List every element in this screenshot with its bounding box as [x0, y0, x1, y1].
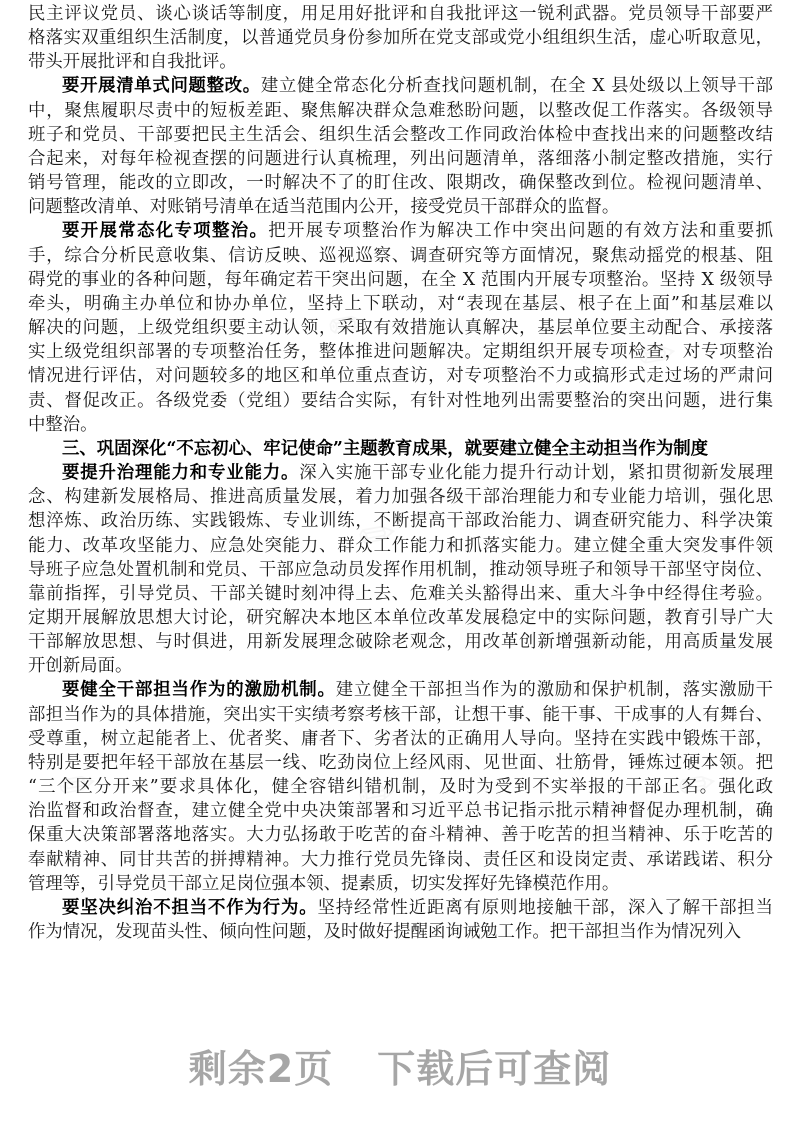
paragraph-line	[28, 268, 773, 292]
line-text: 中整治。	[28, 414, 98, 435]
paragraph-first-line	[62, 219, 773, 243]
line-text: 问题整改清单、对账销号清单在适当范围内公开，接受党员干部群众的监督。	[28, 197, 620, 218]
download-prompt[interactable]	[0, 1038, 800, 1093]
line-text: 部担当作为的具体措施，突出实干实绩考察考核干部，让想干事、能干事、干成事的人有舞台、	[28, 704, 773, 725]
line-text: 保重大决策部署落地落实。大力弘扬敢于吃苦的奋斗精神、善于吃苦的担当精神、乐于吃苦的	[28, 825, 773, 846]
paragraph-line	[28, 50, 773, 74]
line-text: 定期开展解放思想大讨论，研究解决本地区本单位改革发展稳定中的实际问题，教育引导广大	[28, 608, 773, 628]
line-text: 碍党的事业的各种问题，每年确定若干突出问题，在全 X 范围内开展专项整治。坚持 X 级领导	[28, 269, 773, 290]
line-text: 作为情况，发现苗头性、倾向性问题，及时做好提醒函询诫勉工作。把干部担当作为情况列入	[28, 922, 742, 943]
line-text: 民主评议党员、谈心谈话等制度，用足用好批评和自我批评这一锐利武器。党员领导干部要严	[28, 4, 773, 24]
paragraph-line	[28, 171, 773, 195]
line-text: 导班子应急处置机制和党员、干部应急动员发挥作用机制，推动领导班子和领导干部坚守岗位、	[28, 559, 773, 580]
line-text: 念、构建新发展格局、推进高质量发展，着力加强各级干部治理能力和专业能力培训，强化思	[28, 487, 773, 508]
paragraph-lead: 要健全干部担当作为的激励机制。	[62, 680, 336, 701]
paragraph-first-line	[62, 678, 773, 702]
line-text: 能力、改革攻坚能力、应急处突能力、群众工作能力和抓落实能力。建立健全重大突发事件领	[28, 535, 773, 556]
remaining-pages-text[interactable]: 剩余2页	[188, 1047, 334, 1091]
line-text: 中，聚焦履职尽责中的短板差距、聚焦解决群众急难愁盼问题，以整改促工作落实。各级领导	[28, 100, 773, 121]
paragraph-line	[28, 751, 773, 775]
paragraph-line	[28, 654, 773, 678]
paragraph-line	[28, 244, 773, 268]
paragraph-line	[28, 558, 773, 582]
section-heading	[62, 437, 773, 461]
line-text: 治监督和政治督查，建立健全党中央决策部署和习近平总书记指示批示精神督促办理机制，确	[28, 801, 773, 822]
line-text: 受尊重，树立起能者上、优者奖、庸者下、劣者汰的正确用人导向。坚持在实践中锻炼干部，	[28, 728, 773, 749]
paragraph-first-line	[62, 461, 773, 485]
paragraph-line	[28, 630, 773, 654]
line-text: 建立健全常态化分析查找问题机制，在全 X 县处级以上领导干部	[260, 76, 773, 97]
line-text: 解决的问题，上级党组织要主动认领，采取有效措施认真解决，基层单位要主动配合、承接落	[28, 318, 773, 339]
line-text: 把开展专项整治作为解决工作中突出问题的有效方法和重要抓	[268, 221, 773, 242]
paragraph-line	[28, 606, 773, 630]
paragraph-line	[28, 2, 773, 26]
paragraph-line	[28, 389, 773, 413]
line-text: 特别是要把年轻干部放在基层一线、吃劲岗位上经风雨、见世面、壮筋骨，锤炼过硬本领。把	[28, 752, 773, 773]
line-text: 格落实双重组织生活制度，以普通党员身份参加所在党支部或党小组组织生活，虚心听取意见，	[28, 28, 773, 49]
paragraph-lead: 要坚决纠治不担当不作为行为。	[62, 897, 318, 918]
line-text: 销号管理，能改的立即改，一时解决不了的盯住改、限期改，确保整改到位。检视问题清单、	[28, 173, 773, 194]
line-text: 干部解放思想、与时俱进，用新发展理念破除老观念，用改革创新增强新动能，用高质量发展	[28, 632, 773, 653]
line-text: 坚持经常性近距离有原则地接触干部，深入了解干部担当	[317, 897, 773, 918]
paragraph-line	[28, 195, 773, 219]
paragraph-line	[28, 364, 773, 388]
paragraph-line	[28, 292, 773, 316]
line-text: 牵头，明确主办单位和协办单位，坚持上下联动，对“表现在基层、根子在上面”和基层难以	[28, 293, 773, 314]
paragraph-line	[28, 413, 773, 437]
paragraph-first-line	[62, 896, 773, 920]
paragraph-line	[28, 799, 773, 823]
paragraph-line	[28, 26, 773, 50]
paragraph-line	[28, 703, 773, 727]
line-text: 情况进行评估，对问题较多的地区和单位重点查访，对专项整治不力或搞形式走过场的严肃问	[28, 366, 773, 387]
line-text: 建立健全干部担当作为的激励和保护机制，落实激励干	[335, 680, 773, 701]
paragraph-lead: 要开展清单式问题整改。	[62, 76, 261, 97]
paragraph-lead: 要提升治理能力和专业能力。	[62, 463, 300, 484]
line-text: 深入实施干部专业化能力提升行动计划，紧扣贯彻新发展理	[299, 463, 773, 484]
line-text: “三个区分开来”要求具体化，健全容错纠错机制，及时为受到不实举报的干部正名。强化政	[28, 777, 773, 798]
line-text: 责、督促改正。各级党委（党组）要结合实际，有针对性地列出需要整治的突出问题，进行集	[28, 390, 773, 411]
line-text: 想淬炼、政治历练、实践锻炼、专业训练，不断提高干部政治能力、调查研究能力、科学决策	[28, 511, 773, 532]
line-text: 管理等，引导党员干部立足岗位强本领、提素质，切实发挥好先锋模范作用。	[28, 873, 620, 894]
paragraph-first-line	[62, 74, 773, 98]
paragraph-line	[28, 823, 773, 847]
paragraph-line	[28, 99, 773, 123]
heading-text: 三、巩固深化“不忘初心、牢记使命”主题教育成果，就要建立健全主动担当作为制度	[62, 438, 709, 459]
paragraph-line	[28, 848, 773, 872]
line-text: 靠前指挥，引导党员、干部关键时刻冲得上去、危难关头豁得出来、重大斗争中经得住考验。	[28, 583, 773, 604]
paragraph-line	[28, 534, 773, 558]
paragraph-line	[28, 872, 773, 896]
line-text: 带头开展批评和自我批评。	[28, 52, 237, 73]
paragraph-line	[28, 147, 773, 171]
paragraph-line	[28, 727, 773, 751]
download-to-view-text[interactable]: 下载后可查阅	[377, 1047, 612, 1091]
line-text: 班子和党员、干部要把民主生活会、组织生活会整改工作同政治体检中查找出来的问题整改结	[28, 124, 773, 145]
paragraph-line	[28, 485, 773, 509]
paragraph-line	[28, 123, 773, 147]
line-text: 奉献精神、同甘共苦的拼搏精神。大力推行党员先锋岗、责任区和设岗定责、承诺践诺、积分	[28, 849, 773, 870]
paragraph-line	[28, 340, 773, 364]
paragraph-line	[28, 509, 773, 533]
line-text: 合起来，对每年检视查摆的问题进行认真梳理，列出问题清单，落细落小制定整改措施，实行	[28, 148, 773, 169]
paragraph-line	[28, 775, 773, 799]
paragraph-line	[28, 316, 773, 340]
paragraph-line	[28, 920, 773, 944]
line-text: 手，综合分析民意收集、信访反映、巡视巡察、调查研究等方面情况，聚焦动摇党的根基、阻	[28, 245, 773, 266]
line-text: 实上级党组织部署的专项整治任务，整体推进问题解决。定期组织开展专项检查，对专项整治	[28, 342, 773, 363]
paragraph-lead: 要开展常态化专项整治。	[62, 221, 269, 242]
line-text: 开创新局面。	[28, 656, 133, 677]
paragraph-line	[28, 582, 773, 606]
